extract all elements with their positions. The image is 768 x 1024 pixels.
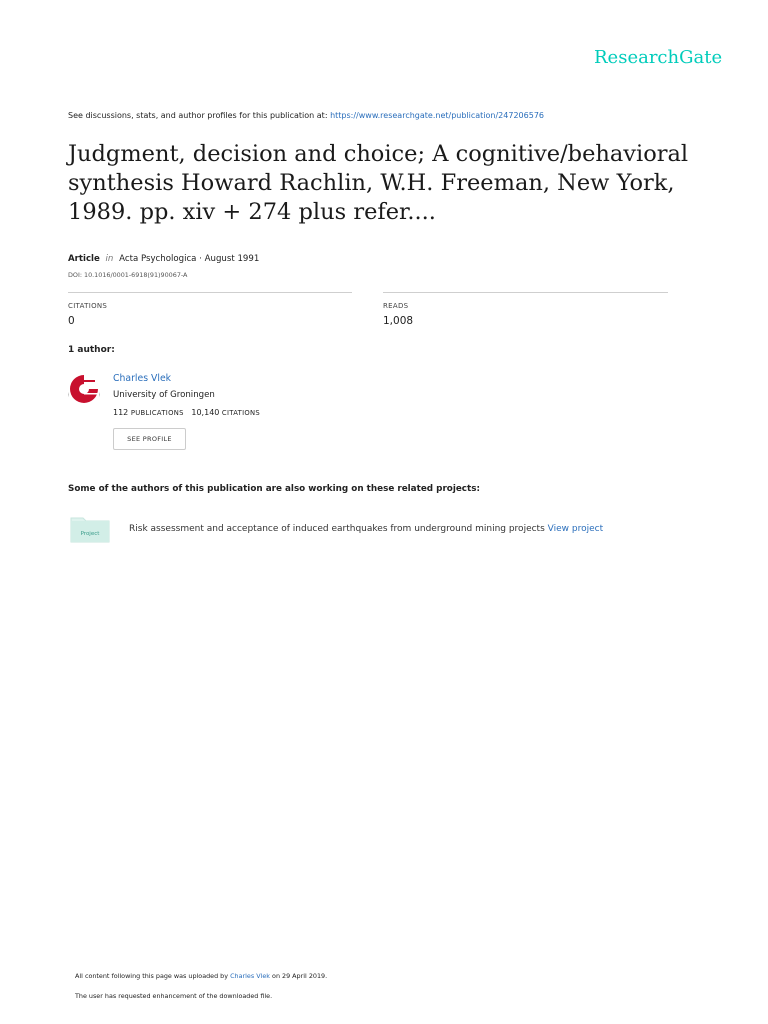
projects-heading: Some of the authors of this publication are also working on these related projects: bbox=[68, 484, 480, 494]
publication-title: Judgment, decision and choice; A cognitive/behavioral synthesis Howard Rachlin, W.H. Freeman, New York, 1989. pp. xiv + 274 plus refer.... bbox=[68, 141, 689, 225]
author-affiliation: University of Groningen bbox=[113, 390, 215, 400]
project-line bbox=[129, 524, 603, 534]
discussions-text: See discussions, stats, and author profiles for this publication at: bbox=[68, 111, 328, 120]
enhancement-note: The user has requested enhancement of the downloaded file. bbox=[75, 992, 273, 1000]
author-avatar[interactable] bbox=[67, 372, 101, 406]
publication-meta bbox=[68, 254, 259, 264]
journal-date: Acta Psychologica · August 1991 bbox=[119, 254, 260, 264]
authors-heading: 1 author: bbox=[68, 345, 115, 355]
publication-link[interactable]: https://www.researchgate.net/publication/247206576 bbox=[330, 111, 544, 120]
uploader-link[interactable]: Charles Vlek bbox=[230, 972, 270, 980]
project-text: Risk assessment and acceptance of induced earthquakes from underground mining projects bbox=[129, 524, 545, 534]
avatar-logo-icon bbox=[67, 372, 101, 406]
reads-divider bbox=[383, 292, 668, 293]
author-citations-label: CITATIONS bbox=[221, 409, 261, 417]
citations-divider bbox=[68, 292, 352, 293]
researchgate-logo[interactable]: ResearchGate bbox=[594, 47, 723, 68]
discussions-line bbox=[68, 111, 544, 120]
citations-label: CITATIONS bbox=[68, 302, 108, 310]
view-project-link[interactable]: View project bbox=[547, 524, 604, 534]
upload-suffix: on 29 April 2019. bbox=[272, 972, 328, 980]
author-citations-count: 10,140 bbox=[191, 408, 220, 417]
doi: DOI: 10.1016/0001-6918(91)90067-A bbox=[68, 271, 188, 279]
reads-value: 1,008 bbox=[383, 315, 414, 327]
publications-count: 112 bbox=[113, 408, 129, 417]
project-icon-label: Project bbox=[80, 531, 100, 537]
publications-label: PUBLICATIONS bbox=[130, 409, 184, 417]
project-folder-icon[interactable] bbox=[70, 515, 110, 543]
author-name[interactable]: Charles Vlek bbox=[113, 373, 172, 384]
publication-type: Article bbox=[68, 254, 100, 264]
author-stats bbox=[113, 408, 260, 417]
upload-note bbox=[75, 972, 327, 980]
citations-value: 0 bbox=[68, 315, 75, 327]
in-label: in bbox=[105, 254, 114, 264]
upload-prefix: All content following this page was uploaded by bbox=[75, 972, 229, 980]
see-profile-button[interactable]: SEE PROFILE bbox=[113, 428, 186, 450]
reads-label: READS bbox=[383, 302, 409, 310]
